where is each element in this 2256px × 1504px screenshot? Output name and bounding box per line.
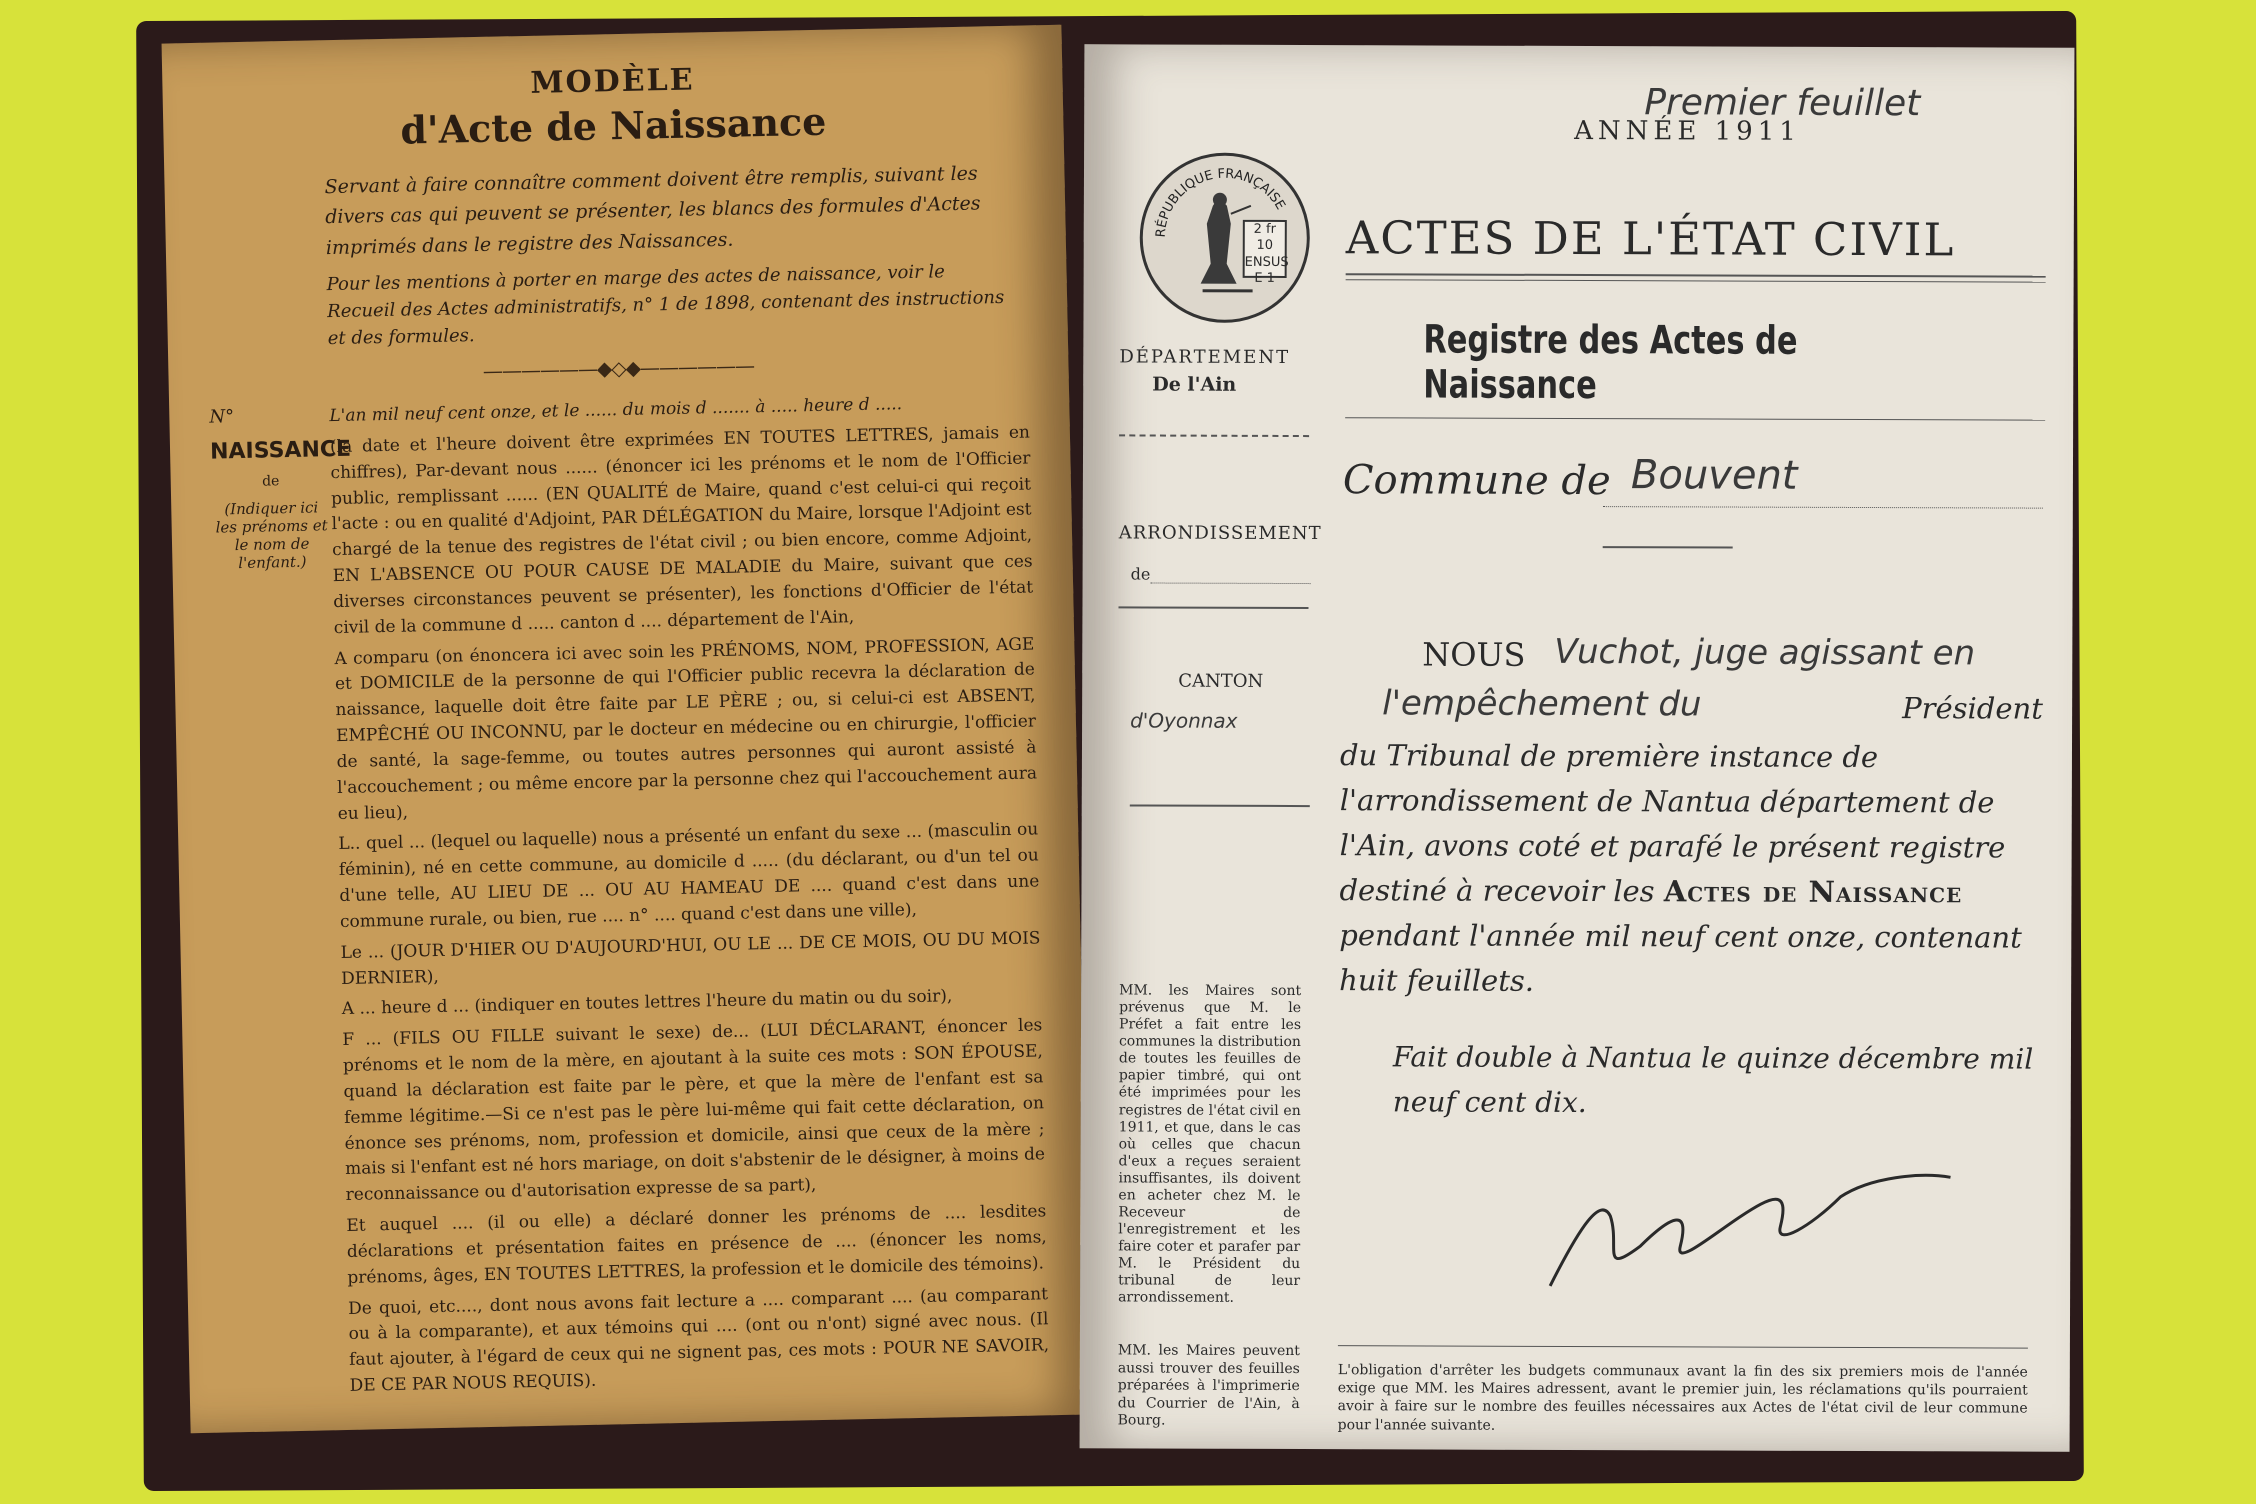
margin-title: NAISSANCE [209,436,352,465]
canton-label: CANTON [1178,670,1264,692]
arr-rule-2 [1118,606,1308,609]
maires-note-2: MM. les Maires peuvent aussi trouver des feuilles préparées à l'imprimerie du Courrier de l'Ain, à Bourg. [1117,1342,1300,1429]
register-body-main: du Tribunal de première instance de l'arrondissement de Nantua département de l'Ain, avons coté et parafé le présent registre destiné à recevoir les [1339,738,2006,909]
model-text [329,390,1050,1405]
subtitle-rule [1345,417,2045,420]
footer-rule [1338,1345,2028,1348]
year-heading: ANNÉE 1911 [1574,115,1801,147]
seal-text: RÉPUBLIQUE FRANÇAISE [1153,166,1288,238]
title-rule-2 [1346,279,2046,282]
model-paragraph: (la date et l'heure doivent être exprimées EN TOUTES LETTRES, jamais en chiffres), Par-devant nous ...... (énoncer ici les prénoms et le nom de l'Officier public, remplissant ...... (EN QUALITÉ de Maire, quand c'est celui-ci qui reçoit l'acte : ou en qualité d'Adjoint, PAR DÉLÉGATION du Maire, lorsque l'Adjoint est chargé de la tenue des registres de l'état civil ; ou bien encore, comme Adjoint, EN L'ABSENCE OU POUR CAUSE DE MALADIE du Maire, suivant que ces diverses circonstances peuvent se présenter), les fonctions d'Officier de l'état civil de la commune d ..... canton d .... département de l'Ain, [329,422,1034,638]
nous-label: NOUS [1422,635,1526,674]
canton-value: d'Oyonnax [1130,708,1238,733]
ornament-divider: ——————◆◇◆—————— [482,353,755,384]
fait-double: Fait double à Nantua le quinze décembre mil neuf cent dix. [1392,1040,2034,1119]
commune-label: Commune de [1342,457,1611,505]
departement-block [1119,346,1291,396]
ornament-rule [1603,546,1733,548]
model-paragraph: Le ... (JOUR D'HIER OU D'AUJOURD'HUI, OU LE ... DE CE MOIS, OU DU MOIS DERNIER), [340,928,1041,989]
commune-value: Bouvent [1630,452,1798,499]
foot-note: L'obligation d'arrêter les budgets communaux avant la fin des six premiers mois de l'année exige que MM. les Maires adressent, avant le premier juin, les réclamations qu'ils pourraient avoir à faire sur le nombre des feuilles nécessaires aux Actes de l'état civil de leur commune pour l'année suivante. [1337,1362,2028,1434]
model-paragraph: L'an mil neuf cent onze, et le ...... du mois d ....... à ..... heure d ..... [329,394,903,427]
register-subtitle: Registre des Actes de Naissance [1423,317,1798,409]
model-title-line2: d'Acte de Naissance [399,98,827,153]
register-body-actes: Actes de Naissance [1663,874,1963,910]
empechement-text: l'empêchement du [1382,683,1702,725]
dept-rule [1119,434,1309,437]
model-paragraph: A comparu (on énoncera ici avec soin les PRÉNOMS, NOM, PROFESSION, AGE et DOMICILE de la personne de qui l'Officier public recevra la déclaration de naissance, laquelle doit être faite par LE PÈRE ; ou, si celui-ci est ABSENT, EMPÊCHÉ OU INCONNU, par le docteur en médecine ou en chirurgie, l'officier de santé, la sage-femme, ou toutes autres personnes qui auront assisté à l'accouchement ; ou même encore par la personne chez qui l'accouchement aura eu lieu), [334,634,1038,824]
judge-signature [1540,1156,1961,1311]
arrondissement-label: ARRONDISSEMENT [1118,522,1322,545]
margin-indication: (Indiquer ici les prénoms et le nom de l'enfant.) [215,498,328,573]
model-paragraph: F ... (FILS OU FILLE suivant le sexe) de... (LUI DÉCLARANT, énoncer les prénoms et le nom de la mère, en ajoutant à la suite ces mots : SON ÉPOUSE, quand la déclaration est faite par le père, et que la mère de l'enfant est sa femme légitime.—Si ce n'est pas le père lui-même qui fait cette déclaration, on énonce ses prénoms, nom, profession et domicile, ainsi que ceux de la mère ; mais si l'enfant est né hors mariage, on doit s'abstenir de le désigner, à moins de reconnaissance ou d'autorisation expresse de sa part), [342,1015,1046,1206]
commune-rule [1603,506,2043,509]
margin-de: de [261,473,280,490]
model-paragraph: A ... heure d ... (indiquer en toutes lettres l'heure du matin ou du soir), [341,986,953,1020]
annotation-premier-feuillet: Premier feuillet [1644,82,1921,125]
model-paragraph: Et auquel .... (il ou elle) a déclaré donner les prénoms de .... lesdites déclarations et présentation faites en présence de .... (énoncer les noms, prénoms, âges, EN TOUTES LETTRES, la profession et le domicile des témoins). [346,1201,1047,1288]
model-intro: Servant à faire connaître comment doivent être remplis, suivant les divers cas qui peuvent se présenter, les blancs des formules d'Actes imprimés dans le registre des Naissances. [324,162,981,259]
canton-rule [1130,804,1310,807]
register-title: ACTES DE L'ÉTAT CIVIL [1345,211,1956,267]
president-label: Président [1902,691,2043,726]
right-page-register [1080,44,2075,1451]
republic-seal [1139,152,1310,323]
model-paragraph: De quoi, etc...., dont nous avons fait lecture a .... comparant .... (au comparant ou à la comparante), et aux témoins qui .... (ont ou n'ont) signé avec nous. (Il faut ajouter, à l'égard de ceux qui ne signent pas, ces mots : POUR NE SAVOIR, DE CE PAR NOUS REQUIS). [347,1283,1050,1396]
title-rule [1346,273,2046,277]
margin-number: N° [209,406,235,428]
register-body [1339,733,2040,1005]
arr-rule [1151,583,1311,585]
seal-stamp: 2 fr 10 ENSUS E 1 [1243,220,1287,278]
model-title-line1: MODÈLE [529,62,695,101]
left-page-model [162,25,1091,1434]
model-margin [209,404,350,1407]
departement-label: DÉPARTEMENT [1119,346,1291,368]
register-body-end: pendant l'année mil neuf cent onze, contenant huit feuillets. [1339,917,2022,998]
maires-note: MM. les Maires sont prévenus que M. le Préfet a fait entre les communes la distribution de toutes les feuilles de papier timbré, qui ont été imprimées pour les registres de l'état civil en 1911, et que, dans le cas où celles que chacun d'eux a reçues seraient insuffisantes, ils doivent en acheter chez M. le Receveur de l'enregistrement et les faire coter et parafer par M. le Président du tribunal de leur arrondissement. [1118,982,1302,1307]
model-paragraph: L.. quel ... (lequel ou laquelle) nous a présenté un enfant du sexe ... (masculin ou féminin), né en cette commune, au domicile d ..... (du déclarant, ou d'un tel ou d'une telle, AU LIEU DE ... OU AU HAMEAU DE .... quand c'est dans une commune rurale, ou bien, rue .... n° .... quand c'est dans une ville), [338,819,1040,932]
judge-name: Vuchot, juge agissant en [1554,631,1976,674]
model-mentions: Pour les mentions à porter en marge des actes de naissance, voir le Recueil des Actes administratifs, n° 1 de 1898, contenant des instructions et des formules. [326,261,1005,350]
departement-name: De l'Ain [1152,373,1237,396]
model-title [202,56,1024,157]
arrondissement-de: de [1130,564,1151,584]
